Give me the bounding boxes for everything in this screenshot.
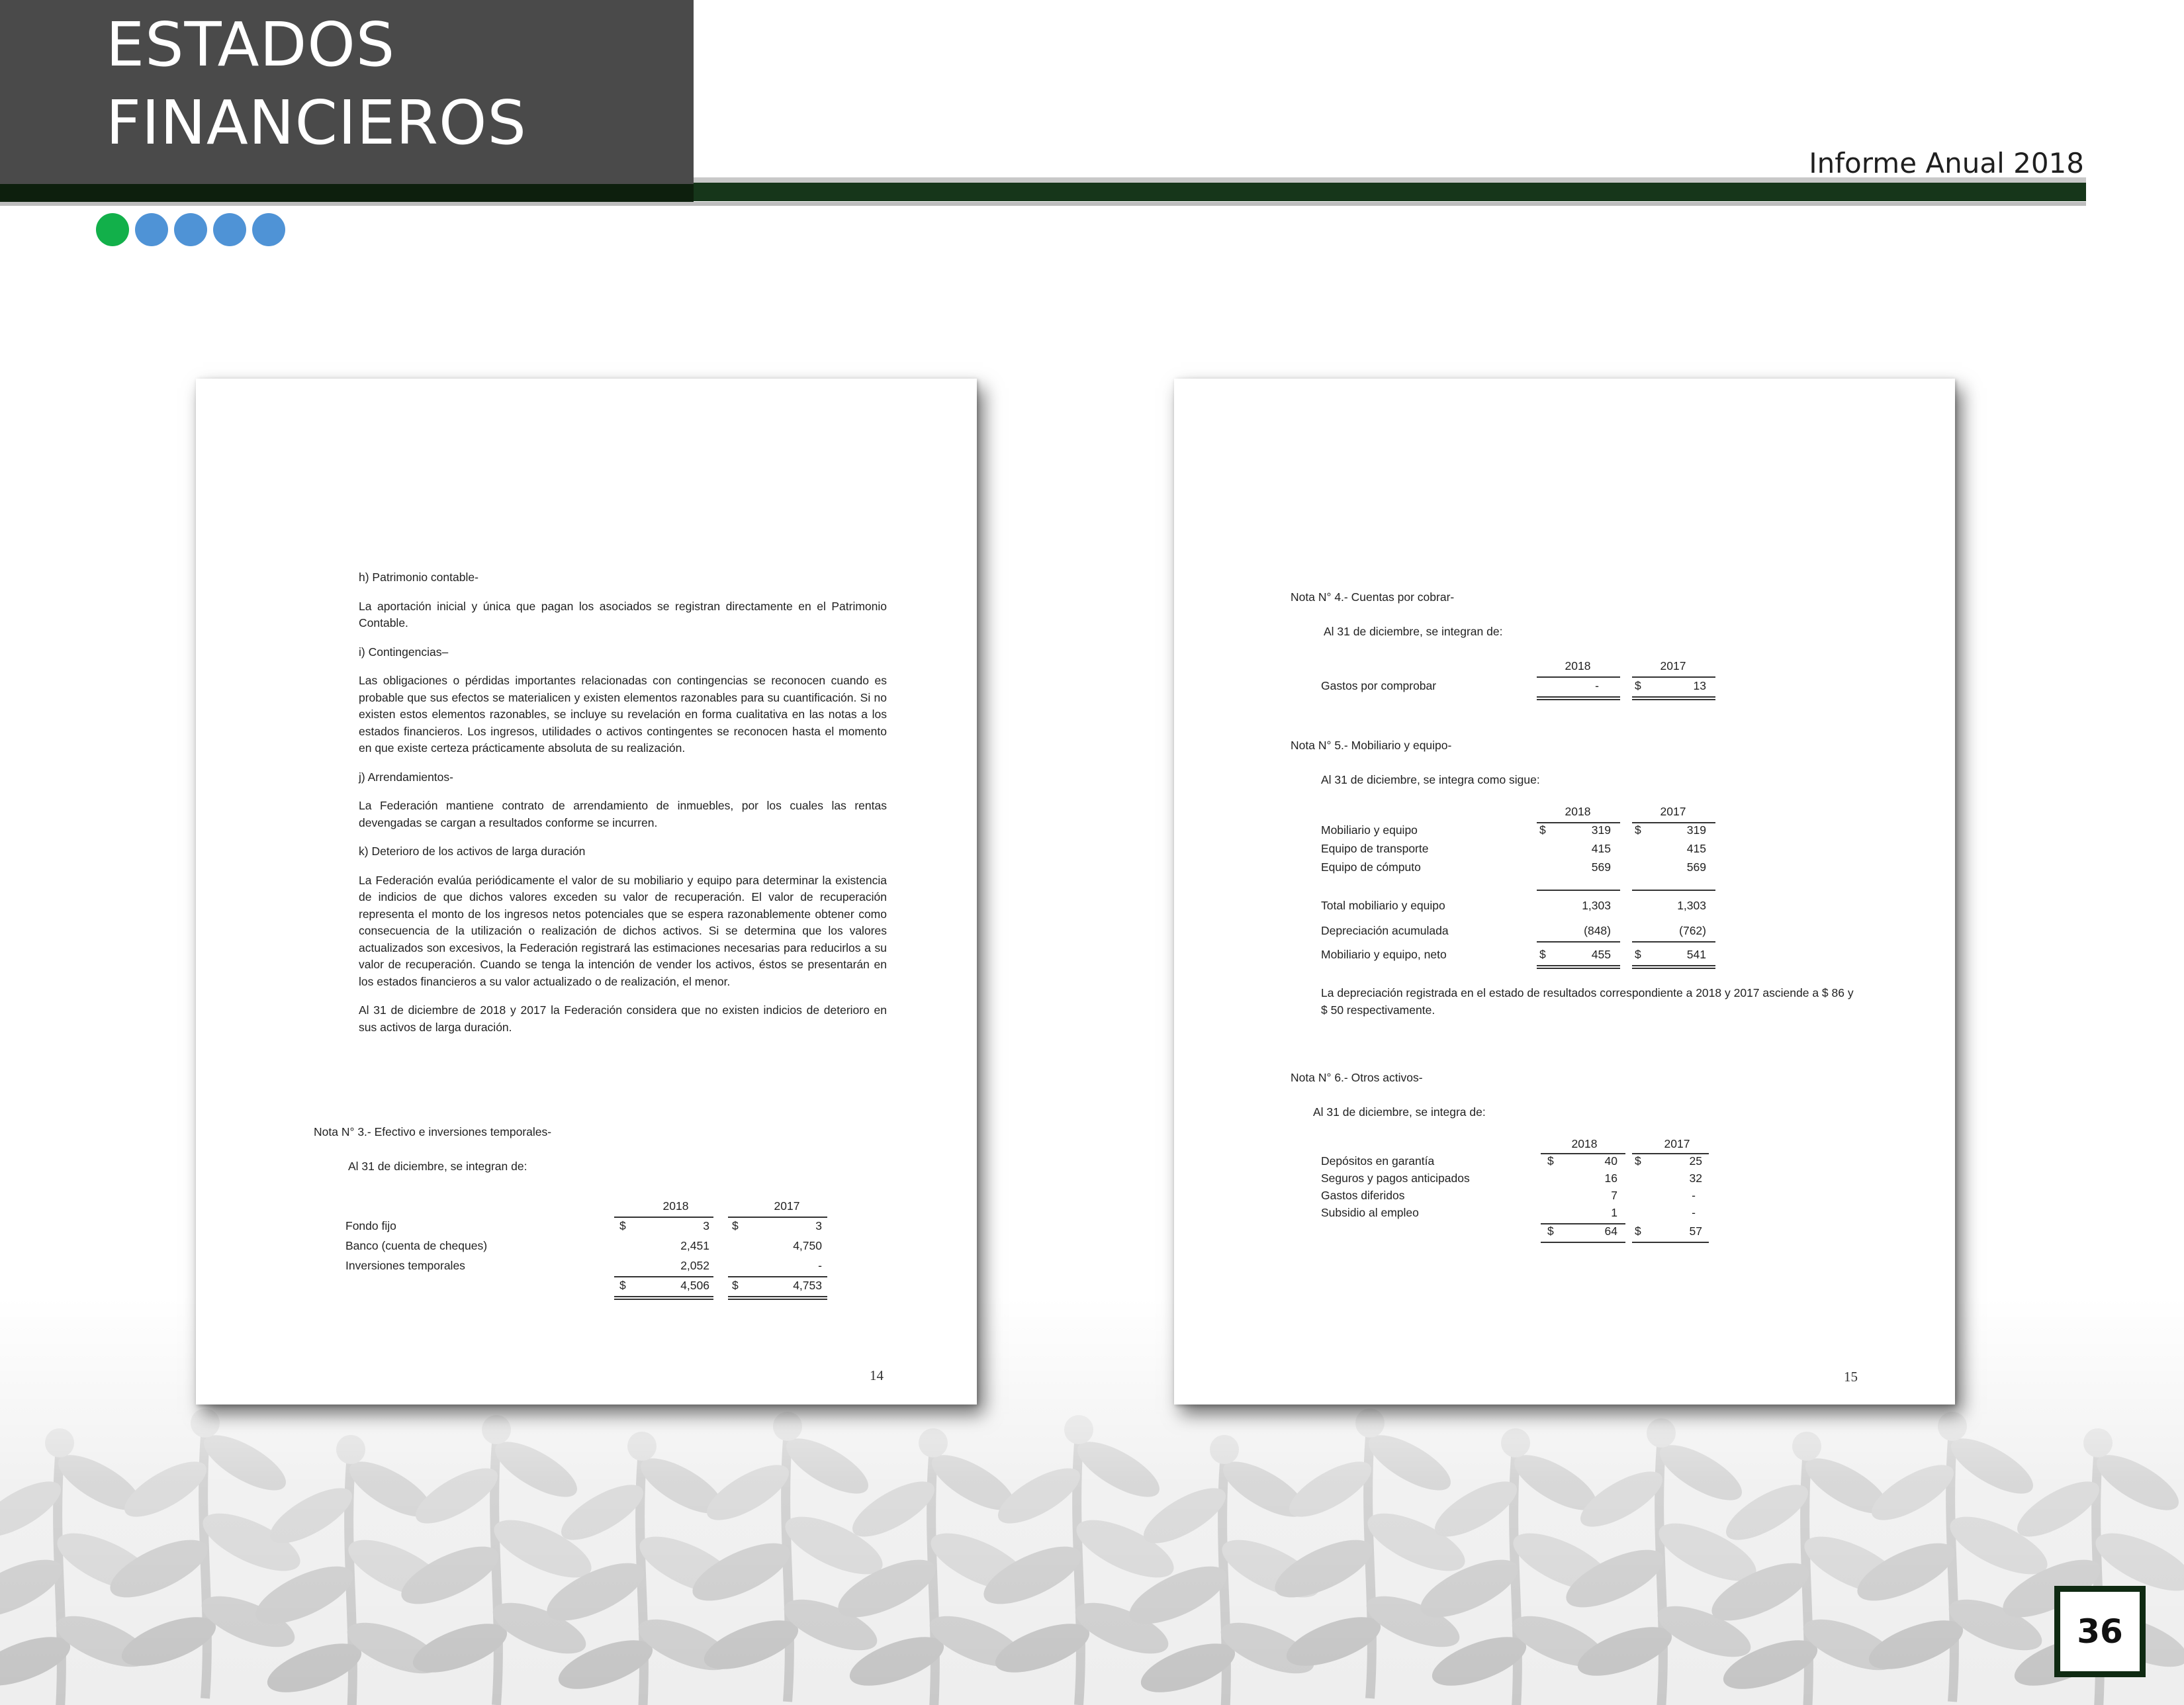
row-total-2018: 64 [1604, 1224, 1617, 1238]
nota3-intro: Al 31 de diciembre, se integran de: [348, 1160, 527, 1173]
page-number-badge-text: 36 [2077, 1612, 2123, 1651]
row-value-2018: 569 [1591, 860, 1611, 874]
row-currency: $ [1635, 679, 1641, 692]
row-value-2018: 3 [703, 1219, 709, 1232]
header-band [694, 183, 2086, 201]
progress-dot [213, 213, 246, 246]
row-currency: $ [1539, 948, 1546, 961]
nota3-year-2: 2017 [774, 1199, 800, 1213]
nota5-intro: Al 31 de diciembre, se integra como sigue: [1321, 773, 1540, 786]
row-label: Banco (cuenta de cheques) [345, 1239, 488, 1252]
row-net-2018: 455 [1591, 948, 1611, 961]
nota6-rule [1541, 1242, 1625, 1243]
row-value-2017: 25 [1689, 1154, 1702, 1168]
nota6-title: Nota N° 6.- Otros activos- [1291, 1071, 1423, 1084]
section-i-title: i) Contingencias– [359, 645, 449, 659]
table-row [1321, 924, 1850, 941]
section-title-line-2: FINANCIEROS [106, 87, 527, 158]
row-value-2017: 319 [1686, 823, 1706, 837]
section-j-title: j) Arrendamientos- [359, 770, 453, 784]
nota3-double-rule [614, 1296, 713, 1300]
row-label: Seguros y pagos anticipados [1321, 1172, 1470, 1185]
row-label: Subsidio al empleo [1321, 1206, 1419, 1219]
nota3-rule [614, 1276, 713, 1277]
nota4-double-rule [1632, 696, 1715, 700]
row-label: Equipo de transporte [1321, 842, 1429, 855]
nota5-double-rule [1537, 965, 1620, 969]
table-row [1321, 1154, 1850, 1172]
table-row [1321, 1189, 1850, 1206]
nota4-rule [1632, 676, 1715, 678]
row-total-2018: 1,303 [1582, 899, 1611, 912]
table-row [1321, 1206, 1850, 1223]
table-row [1321, 860, 1850, 878]
nota4-double-rule [1537, 696, 1620, 700]
nota5-year-2: 2017 [1660, 805, 1686, 818]
nota3-rule [614, 1217, 713, 1218]
nota5-rule [1632, 941, 1715, 943]
nota3-title: Nota N° 3.- Efectivo e inversiones temporales- [314, 1125, 552, 1138]
row-value-2017: 13 [1693, 679, 1706, 692]
header-band-shadow [0, 202, 2086, 206]
row-label: Mobiliario y equipo, neto [1321, 948, 1447, 961]
section-h-text: La aportación inicial y única que pagan los asociados se registran directamente en el Patrimonio Contable. [359, 599, 887, 629]
nota6-rule [1632, 1242, 1709, 1243]
section-title-box [0, 0, 694, 202]
nota3-table [345, 1199, 875, 1358]
row-value-2018: 415 [1591, 842, 1611, 855]
row-value-2017: 32 [1689, 1172, 1702, 1185]
row-label: Fondo fijo [345, 1219, 396, 1232]
row-value-2018: 7 [1611, 1189, 1617, 1202]
nota6-intro: Al 31 de diciembre, se integra de: [1313, 1105, 1486, 1119]
nota4-rule [1537, 676, 1620, 678]
row-currency: $ [619, 1219, 626, 1232]
progress-dot [174, 213, 207, 246]
nota4-year-2: 2017 [1660, 659, 1686, 672]
row-value-2017: - [1692, 1206, 1696, 1219]
table-row [1321, 823, 1850, 841]
row-currency: $ [1547, 1154, 1554, 1168]
row-currency: $ [732, 1279, 739, 1292]
table-row-net [1321, 948, 1850, 965]
table-row [345, 1259, 875, 1276]
section-h-title: h) Patrimonio contable- [359, 571, 478, 584]
row-value-2018: (848) [1584, 924, 1611, 937]
section-i-text: Las obligaciones o pérdidas importantes relacionadas con contingencias se reconocen cuando es probable que sus efectos se materialicen y existen elementos razonables para su cuantificación. Si no existen estos elementos razonables, se incluye su revelación en forma cualitativa en las notas a los estados financieros. Los ingresos, utilidades o activos contingentes se reconocen hasta el momento en que existe certeza prácticamente absoluta de su realización. [359, 674, 887, 755]
title-box-strip [0, 184, 694, 202]
row-value-2018: - [1595, 679, 1599, 692]
row-currency: $ [1539, 823, 1546, 837]
row-value-2018: 1 [1611, 1206, 1617, 1219]
nota5-rule [1537, 941, 1620, 943]
nota4-table [1321, 659, 1850, 725]
table-row-total [1321, 899, 1850, 916]
nota5-title: Nota N° 5.- Mobiliario y equipo- [1291, 739, 1452, 752]
nota5-rule [1632, 890, 1715, 891]
row-label: Inversiones temporales [345, 1259, 465, 1272]
row-label: Gastos por comprobar [1321, 679, 1437, 692]
row-value-2017: - [818, 1259, 822, 1272]
row-currency: $ [1635, 948, 1641, 961]
progress-dot [252, 213, 285, 246]
row-value-2017: 569 [1686, 860, 1706, 874]
nota3-rule [728, 1217, 827, 1218]
nota5-year-1: 2018 [1565, 805, 1591, 818]
table-row [1321, 842, 1850, 859]
progress-dot-active [96, 213, 129, 246]
section-k-text-2: Al 31 de diciembre de 2018 y 2017 la Federación considera que no existen indicios de deterioro en sus activos de larga duración. [359, 1003, 887, 1034]
row-label: Mobiliario y equipo [1321, 823, 1418, 837]
scanned-page-14 [196, 379, 977, 1405]
row-label: Total mobiliario y equipo [1321, 899, 1445, 912]
row-value-2018: 40 [1604, 1154, 1617, 1168]
report-title: Informe Anual 2018 [1809, 147, 2084, 179]
row-currency: $ [1547, 1224, 1554, 1238]
section-k-title: k) Deterioro de los activos de larga duración [359, 845, 586, 858]
row-net-2017: 541 [1686, 948, 1706, 961]
row-label: Depósitos en garantía [1321, 1154, 1435, 1168]
nota5-rule [1537, 890, 1620, 891]
section-progress-dots [96, 213, 285, 246]
nota3-rule [728, 1276, 827, 1277]
table-row-total [1321, 1224, 1850, 1242]
section-title-line-1: ESTADOS [106, 9, 396, 80]
row-value-2018: 319 [1591, 823, 1611, 837]
row-value-2017: 415 [1686, 842, 1706, 855]
page14-body [359, 569, 887, 1036]
table-row [345, 1219, 875, 1236]
page-number: 14 [870, 1367, 884, 1383]
row-label: Equipo de cómputo [1321, 860, 1421, 874]
table-row [1321, 679, 1850, 696]
row-value-2017: (762) [1679, 924, 1706, 937]
page-number-badge-inner [2060, 1592, 2140, 1671]
row-total-2017: 4,753 [793, 1279, 822, 1292]
table-row [1321, 1172, 1850, 1189]
row-value-2018: 16 [1604, 1172, 1617, 1185]
row-value-2017: 3 [815, 1219, 822, 1232]
row-value-2017: 4,750 [793, 1239, 822, 1252]
nota5-double-rule [1632, 965, 1715, 969]
nota6-table [1321, 1137, 1850, 1269]
row-total-2017: 1,303 [1677, 899, 1706, 912]
table-row [345, 1239, 875, 1256]
row-currency: $ [1635, 1154, 1641, 1168]
table-row-total [345, 1279, 875, 1296]
page-number-badge [2054, 1586, 2146, 1677]
section-k-text: La Federación evalúa periódicamente el valor de su mobiliario y equipo para determinar la existencia de indicios de que dichos valores exceden su valor de recuperación. El valor de recuperación representa el monto de los ingresos netos potenciales que se espera razonablemente obtener como consecuencia de la utilización o realización de dichos activos. Si se determina que los valores actualizados son excesivos, la Federación registrará las estimaciones necesarias para reducirlos a su valor de recuperación. Cuando se tenga la intención de vender los activos, éstos se presentarán en los estados financieros a su valor actualizado o de realización, el menor. [359, 873, 887, 988]
scanned-page-15 [1174, 379, 1955, 1405]
row-label: Gastos diferidos [1321, 1189, 1405, 1202]
nota3-double-rule [728, 1296, 827, 1300]
row-currency: $ [1635, 1224, 1641, 1238]
row-value-2017: - [1692, 1189, 1696, 1202]
row-total-2018: 4,506 [680, 1279, 709, 1292]
page-number: 15 [1844, 1369, 1858, 1385]
row-currency: $ [732, 1219, 739, 1232]
nota5-depreciation-note: La depreciación registrada en el estado de resultados correspondiente a 2018 y 2017 asciende a $ 86 y $ 50 respectivamente. [1321, 986, 1854, 1017]
nota4-intro: Al 31 de diciembre, se integran de: [1324, 625, 1503, 638]
row-value-2018: 2,451 [680, 1239, 709, 1252]
progress-dot [135, 213, 168, 246]
nota3-year-1: 2018 [662, 1199, 689, 1213]
nota6-year-2: 2017 [1664, 1137, 1690, 1150]
nota4-year-1: 2018 [1565, 659, 1591, 672]
row-value-2018: 2,052 [680, 1259, 709, 1272]
nota4-title: Nota N° 4.- Cuentas por cobrar- [1291, 590, 1455, 604]
row-currency: $ [619, 1279, 626, 1292]
section-j-text: La Federación mantiene contrato de arrendamiento de inmuebles, por los cuales las rentas devengadas se cargan a resultados conforme se incurren. [359, 799, 887, 829]
row-currency: $ [1635, 823, 1641, 837]
nota5-table [1321, 805, 1850, 977]
row-label: Depreciación acumulada [1321, 924, 1449, 937]
row-total-2017: 57 [1689, 1224, 1702, 1238]
nota6-year-1: 2018 [1571, 1137, 1598, 1150]
